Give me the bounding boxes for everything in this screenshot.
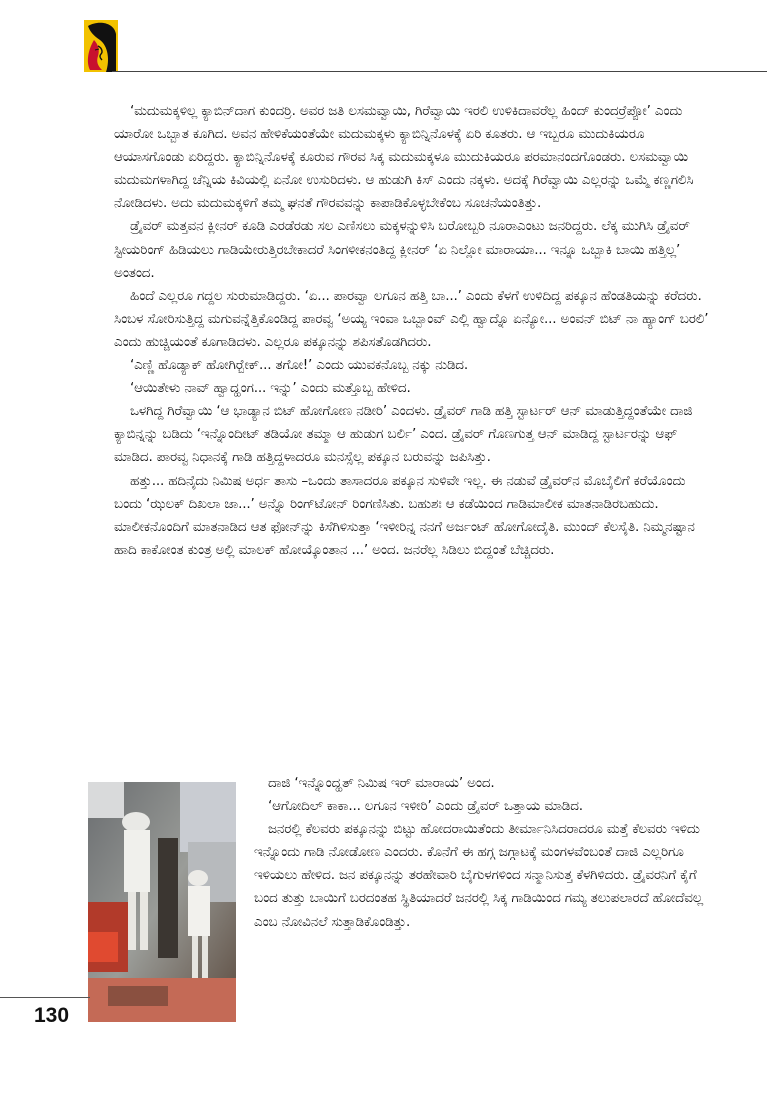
paragraph: ಒಳಗಿದ್ದ ಗಿರೆವ್ವಾಯಿ ‘ಆ ಭಾಡ್ಯಾನ ಬಿಟ್ ಹೋಗೋಣ ನಡೀರಿ’ ಎಂದಳು. ಡ್ರೈವರ್ ಗಾಡಿ ಹತ್ತಿ ಸ್ಟಾರ್ಟರ್ ಆನ್ ಮಾಡುತ್ತಿದ್ದಂತೆಯೇ ದಾಜಿ ಕ್ಯಾಬಿನ್ನನ್ನು ಬಡಿದು ‘ಇನ್ನೊಂದೀಟ್ ತಡಿಯೋ ತಮ್ಮಾ ಆ ಹುಡುಗ ಬರ್ಲಿ’ ಎಂದ. ಡ್ರೈವರ್ ಗೊಣಗುತ್ತ ಆನ್ ಮಾಡಿದ್ದ ಸ್ಟಾರ್ಟರನ್ನು ಆಫ್ ಮಾಡಿದ. ಪಾರವ್ವ ನಿಧಾನಕ್ಕೆ ಗಾಡಿ ಹತ್ತಿದ್ದಳಾದರೂ ಮನಸ್ಸೆಲ್ಲ ಪಕ್ಕೂನ ಬರುವನ್ನು ಜಪಿಸಿತ್ತು. [114,403,693,466]
paragraph: ಜನರಲ್ಲಿ ಕೆಲವರು ಪಕ್ಕೂನನ್ನು ಬಿಟ್ಟು ಹೋದರಾಯಿತೆಂದು ತೀರ್ಮಾನಿಸಿದರಾದರೂ ಮತ್ತೆ ಕೆಲವರು ಇಳಿದು ಇನ್ನೊಂದು ಗಾಡಿ ನೋಡೋಣ ಎಂದರು. ಕೊನೆಗೆ ಈ ಹಗ್ಗ ಜಗ್ಗಾಟಕ್ಕೆ ಮಂಗಳವೆಂಬಂತೆ ದಾಜಿ ಎಲ್ಲರಿಗೂ ಇಳಿಯಲು ಹೇಳಿದ. ಜನ ಪಕ್ಕೂನನ್ನು ತರಹೇವಾರಿ ಬೈಗುಳಗಳಿಂದ ಸನ್ಮಾನಿಸುತ್ತ ಕೆಳಗಿಳಿದರು. ಡ್ರೈವರನಿಗೆ ಕೈಗೆ ಬಂದ ತುತ್ತು ಬಾಯಿಗೆ ಬರದಂತಹ ಸ್ಥಿತಿಯಾದರೆ ಜನರಲ್ಲಿ ಸಿಕ್ಕ ಗಾಡಿಯಿಂದ ಗಮ್ಯ ತಲುಪಲಾರದೆ ಹೋದೆವಲ್ಲ ಎಂಬ ನೋವಿನಲೆ ಸುತ್ತಾಡಿಕೊಂಡಿತ್ತು. [254,821,703,930]
paragraph: ‘ಎಣ್ಣಿ ಹೊಡ್ಯಾಕ್ ಹೋಗಿರ್‍ಬೇಕ್... ತಗೋ!’ ಎಂದು ಯುವಕನೊಬ್ಬ ನಕ್ಕು ನುಡಿದ. [130,357,469,374]
wedding-procession-photo [88,782,236,1022]
wrapped-text [254,772,716,934]
woman-face-logo-icon [84,20,118,72]
paragraph: ‘ಮದುಮಕ್ಕಳಿಲ್ಲ ಕ್ಯಾಬಿನ್‌ದಾಗ ಕುಂದರ್ರಿ. ಅವರ ಜತಿ ಲಸಮವ್ವಾಯಿ, ಗಿರೆವ್ವಾಯಿ ಇರಲಿ ಉಳಿಕಿದಾವರೆಲ್ಲ ಹಿಂದ್ ಕುಂದರ್‍ರೆಪ್ಪೋ’ ಎಂದು ಯಾರೋ ಒಬ್ಬಾತ ಕೂಗಿದ. ಅವನ ಹೇಳಿಕೆಯಂತೆಯೇ ಮದುಮಕ್ಕಳು ಕ್ಯಾಬಿನ್ನಿನೊಳಕ್ಕೆ ಏರಿ ಕೂತರು. ಆ ಇಬ್ಬರೂ ಮುದುಕಿಯರೂ ಆಯಾಸಗೊಂಡು ಏರಿದ್ದರು. ಕ್ಯಾಬಿನ್ನಿನೊಳಕ್ಕೆ ಕೂರುವ ಗೌರವ ಸಿಕ್ಕ ಮದುಮಕ್ಕಳೂ ಮುದುಕಿಯರೂ ಪರಮಾನಂದಗೊಂಡರು. ಲಸಮವ್ವಾಯಿ ಮದುಮಗಳಾಗಿದ್ದ ಚೆನ್ನಿಯ ಕಿವಿಯಲ್ಲಿ ಏನೋ ಉಸುರಿದಳು. ಆ ಹುಡುಗಿ ಕಿಸ್ ಎಂದು ನಕ್ಕಳು. ಅದಕ್ಕೆ ಗಿರೆವ್ವಾಯಿ ಎಲ್ಲರನ್ನು ಒಮ್ಮೆ ಕಣ್ಣಗಲಿಸಿ ನೋಡಿದಳು. ಅದು ಮದುಮಕ್ಕಳಿಗೆ ತಮ್ಮ ಘನತೆ ಗೌರವವನ್ನು ಕಾಪಾಡಿಕೊಳ್ಳಬೇಕೆಂಬ ಸೂಚನೆಯಂತಿತ್ತು. [114,103,694,212]
paragraph: ಹತ್ತು... ಹದಿನೈದು ನಿಮಿಷ ಅರ್ಧ ತಾಸು –ಒಂದು ತಾಸಾದರೂ ಪಕ್ಕೂನ ಸುಳಿವೇ ಇಲ್ಲ. ಈ ನಡುವೆ ಡ್ರೈವರ್‌ನ ಮೊಬೈಲಿಗೆ ಕರೆಯೊಂದು ಬಂದು ‘ಝಲಕ್ ದಿಖಲಾ ಜಾ...’ ಅನ್ನೊ ರಿಂಗ್‌ಟೋನ್ ರಿಂಗಣಿಸಿತು. ಬಹುಶಃ ಆ ಕಡೆಯಿಂದ ಗಾಡಿಮಾಲೀಕ ಮಾತನಾಡಿರಬಹುದು. ಮಾಲೀಕನೊಂದಿಗೆ ಮಾತನಾಡಿದ ಆತ ಫೋನ್‌ನ್ನು ಕಿಸೆಗಿಳಿಸುತ್ತಾ ‘ಇಳೀರಿನ್ನ ನನಗೆ ಅರ್ಜಂಟ್ ಹೋಗೋದೈತಿ. ಮುಂದ್ ಕೆಲಸೈತಿ. ನಿಮ್ಮನಷ್ಟಾನ ಹಾದಿ ಕಾಕೋಂತ ಕುಂತ್ರ ಅಲ್ಲಿ ಮಾಲಕ್ ಹೋಯ್ಕೊಂತಾನ ...’ ಅಂದ. ಜನರೆಲ್ಲ ಸಿಡಿಲು ಬಿದ್ದಂತೆ ಬೆಚ್ಚಿದರು. [114,472,695,558]
page-number: 130 [34,1004,70,1027]
paragraph: ಹಿಂದೆ ಎಲ್ಲರೂ ಗದ್ದಲ ಸುರುಮಾಡಿದ್ದರು. ‘ಏ... ಪಾರವ್ವಾ ಲಗೂನ ಹತ್ತಿ ಬಾ...’ ಎಂದು ಕೆಳಗೆ ಉಳಿದಿದ್ದ ಪಕ್ಕೂನ ಹೆಂಡತಿಯನ್ನು ಕರೆದರು. ಸಿಂಬಳ ಸೋರಿಸುತ್ತಿದ್ದ ಮಗುವನ್ನೆತ್ತಿಕೊಂಡಿದ್ದ ಪಾರವ್ವ ‘ಅಯ್ಯ ಇಂವಾ ಒಬ್ಬಾಂವ್ ಎಲ್ಲಿ ಹ್ವಾದ್ನೊ ಏನ್ಯೋ... ಅಂವನ್ ಬಿಟ್ ನಾ ಹ್ಯಾಂಗ್ ಬರಲಿ’ ಎಂದು ಹುಚ್ಚಿಯಂತೆ ಕೂಗಾಡಿದಳು. ಎಲ್ಲರೂ ಪಕ್ಕೂನನ್ನು ಶಪಿಸತೊಡಗಿದರು. [114,287,709,350]
article-body [114,100,716,562]
header-rule [112,71,767,72]
footer-rule [0,997,90,998]
paragraph: ‘ಆಯಿತೇಳು ನಾವ್ ಹ್ವಾದ್ಹಂಗ... ಇನ್ನು’ ಎಂದು ಮತ್ತೊಬ್ಬ ಹೇಳಿದ. [130,380,411,397]
paragraph: ದಾಜಿ ‘ಇನ್ನೊಂದ್ಹತ್ ನಿಮಿಷ ಇರ್ ಮಾರಾಯ’ ಅಂದ. [268,775,495,791]
paragraph: ಡ್ರೈವರ್ ಮತ್ತವನ ಕ್ಲೀನರ್ ಕೂಡಿ ಎರಡೆರಡು ಸಲ ಎಣಿಸಲು ಮಕ್ಕಳನ್ನುಳಿಸಿ ಬರೋಬ್ಬರಿ ನೂರಾಎಂಟು ಜನರಿದ್ದರು. ಲೆಕ್ಕ ಮುಗಿಸಿ ಡ್ರೈವರ್ ಸ್ಟೀಯರಿಂಗ್ ಹಿಡಿಯಲು ಗಾಡಿಯೇರುತ್ತಿರಬೇಕಾದರೆ ಸಿಂಗಳೀಕನಂತಿದ್ದ ಕ್ಲೀನರ್ ‘ಏ ನಿಲ್ಲೋ ಮಾರಾಯಾ... ಇನ್ನೂ ಒಬ್ಬಾಕಿ ಬಾಯಿ ಹತ್ತಿಲ್ಲ’ ಅಂತಂದ. [114,218,690,281]
paragraph: ‘ಆಗೋದಿಲ್ ಕಾಕಾ... ಲಗೂನ ಇಳೀರಿ’ ಎಂದು ಡ್ರೈವರ್ ಒತ್ತಾಯ ಮಾಡಿದ. [268,798,583,815]
